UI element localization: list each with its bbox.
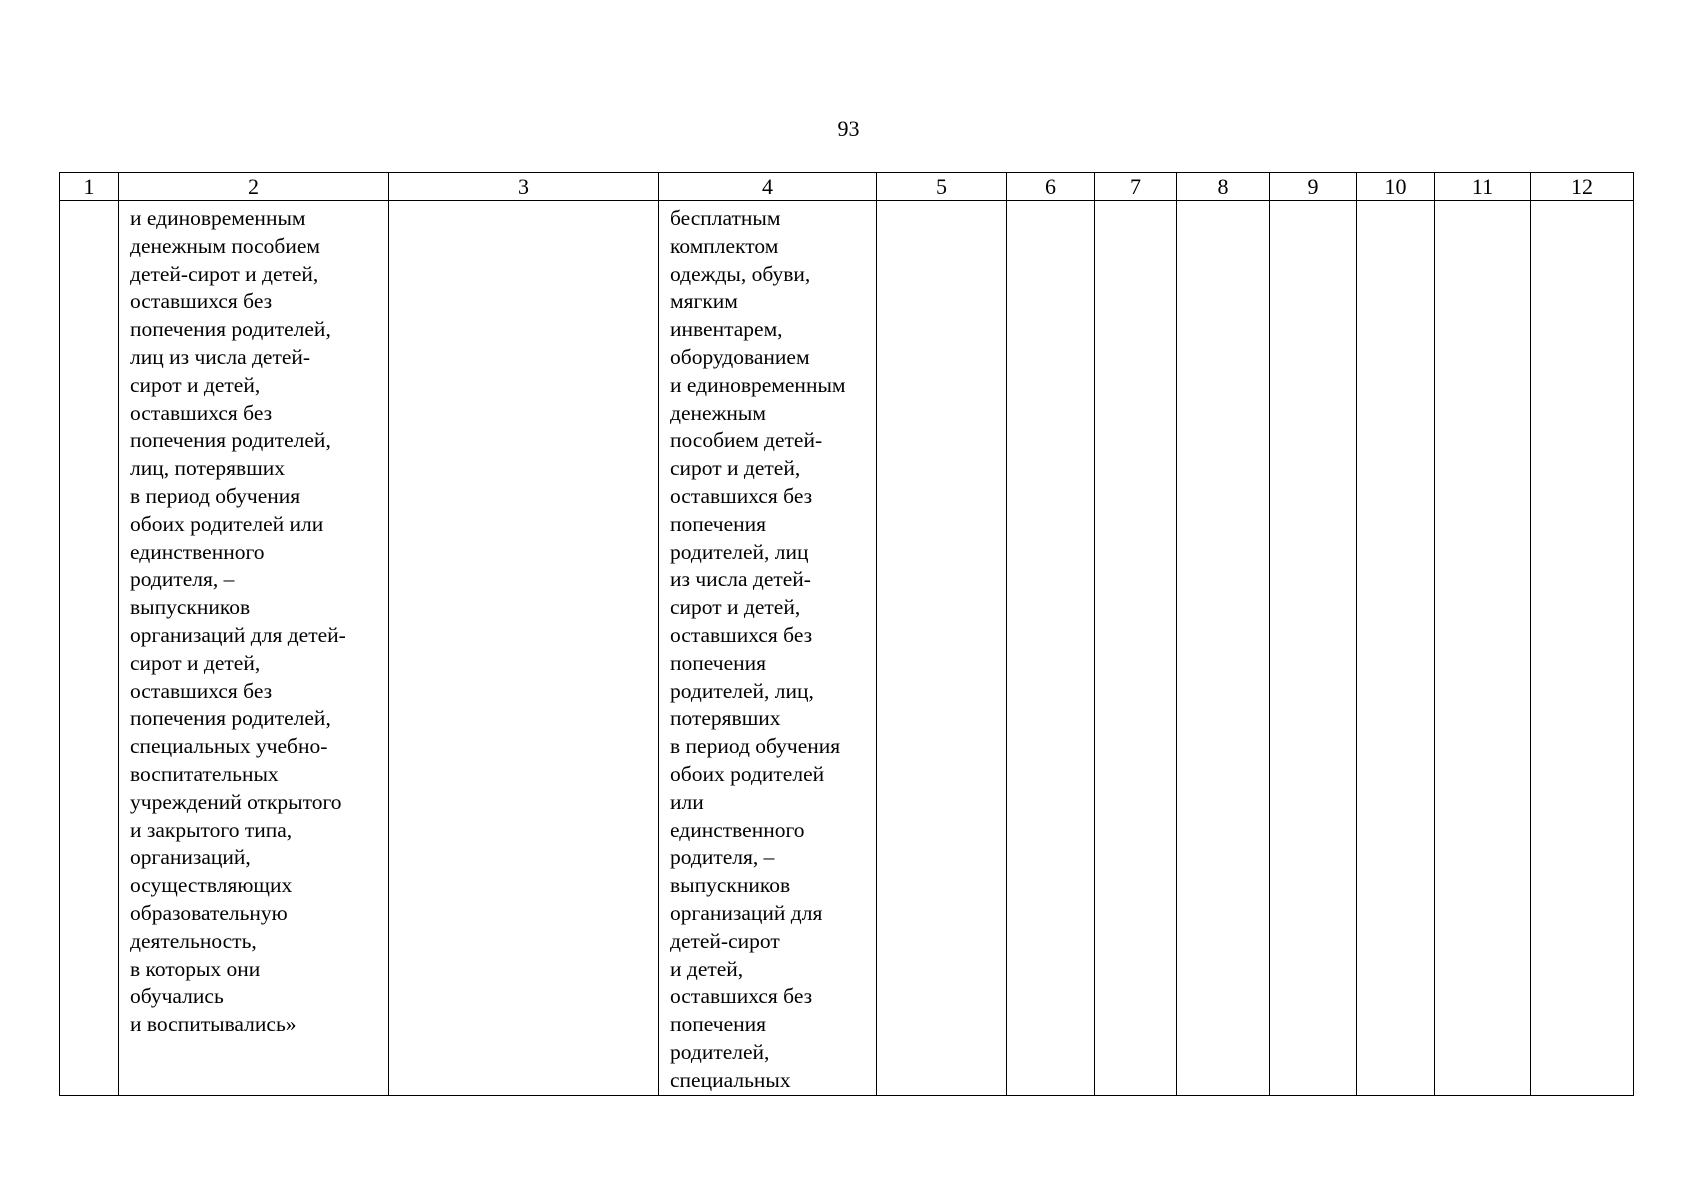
cell-text: и единовременным денежным пособием детей-сирот и детей, оставшихся без попечения родителей, лиц из числа детей- сирот и детей, оставшихся без попечения родителей, лиц, потерявших в период обучения обоих родителей или единственного родителя, – выпускников организаций для детей- сирот и детей, оставшихся без попечения родителей, специальных учебно- воспитательных учреждений открытого и закрытого типа, организаций, осуществляющих образовательную деятельность, в которых они обучались и воспитывались» [130,206,346,1037]
cell-col-6 [1007,201,1095,1096]
data-table [59,172,1634,1096]
page-number: 93 [837,116,860,141]
column-header-8: 8 [1177,173,1270,201]
cell-text [60,201,118,205]
cell-text [1177,201,1269,205]
cell-col-12 [1531,201,1634,1096]
cell-col-7 [1095,201,1177,1096]
cell-col-4 [659,201,877,1096]
cell-text [1095,201,1176,205]
column-header-5: 5 [877,173,1007,201]
column-header-2: 2 [119,173,389,201]
cell-text [1007,201,1094,205]
column-header-9: 9 [1270,173,1357,201]
cell-col-2 [119,201,389,1096]
column-header-1: 1 [60,173,119,201]
cell-text [1357,201,1434,205]
cell-col-10 [1357,201,1435,1096]
cell-col-1 [60,201,119,1096]
cell-text [1531,201,1633,205]
header-row [60,173,1634,201]
cell-col-5 [877,201,1007,1096]
column-header-10: 10 [1357,173,1435,201]
table-row [60,201,1634,1096]
cell-col-8 [1177,201,1270,1096]
cell-col-9 [1270,201,1357,1096]
cell-text: бесплатным комплектом одежды, обуви, мягким инвентарем, оборудованием и единовременным денежным пособием детей- сирот и детей, оставшихся без попечения родителей, лиц из числа детей- сирот и детей, оставшихся без попечения родителей, лиц, потерявших в период обучения обоих родителей или единственного родителя, – выпускников организаций для детей-сирот и детей, оставшихся без попечения родителей, специальных [670,206,846,1092]
cell-col-11 [1435,201,1531,1096]
column-header-6: 6 [1007,173,1095,201]
cell-text [1435,201,1530,205]
column-header-4: 4 [659,173,877,201]
cell-text [389,201,658,205]
cell-col-3 [389,201,659,1096]
column-header-7: 7 [1095,173,1177,201]
column-header-11: 11 [1435,173,1531,201]
cell-text [1270,201,1356,205]
cell-text [877,201,1006,205]
column-header-3: 3 [389,173,659,201]
column-header-12: 12 [1531,173,1634,201]
